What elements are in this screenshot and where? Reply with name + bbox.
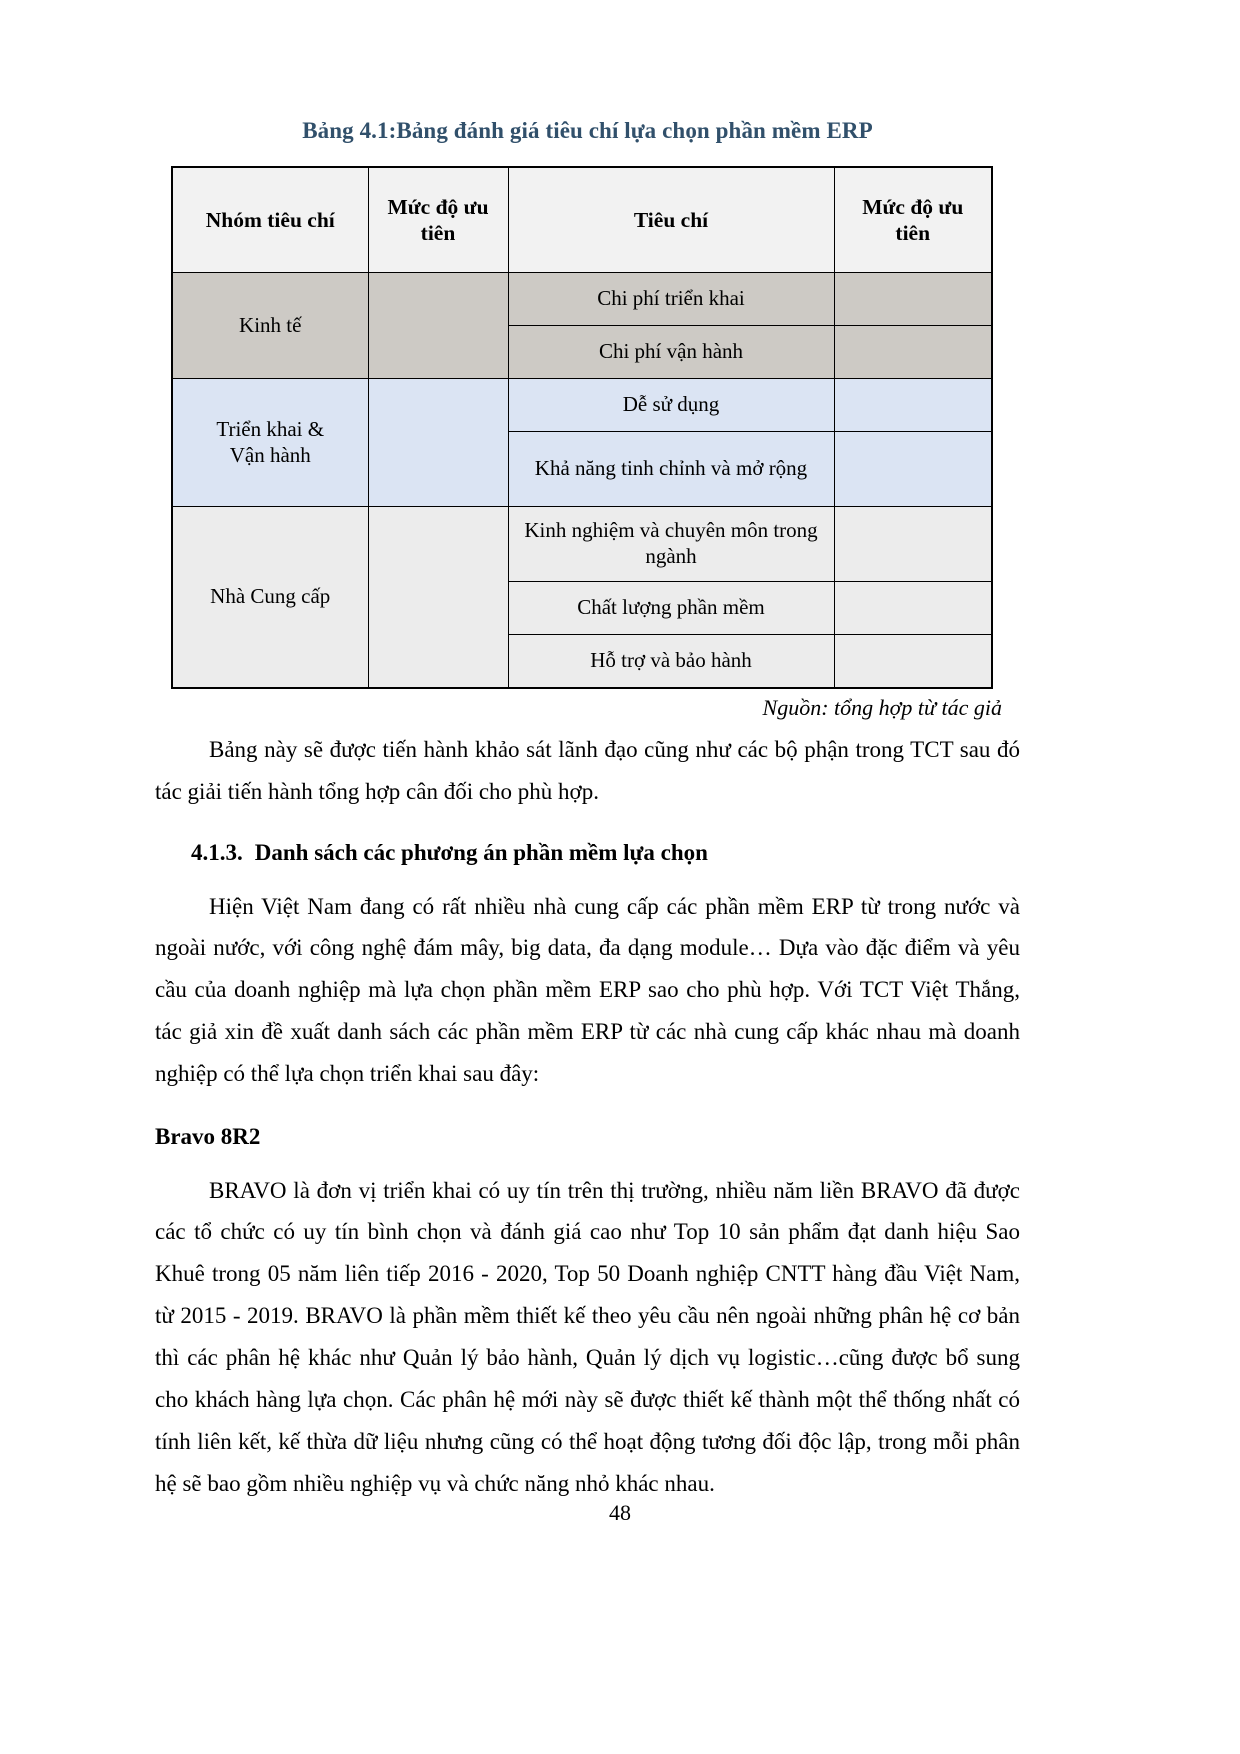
table-row bbox=[172, 273, 992, 326]
criterion-label: Chất lượng phần mềm bbox=[508, 582, 834, 635]
group-priority-supplier bbox=[368, 507, 508, 689]
group-name-line-1: Triển khai & bbox=[216, 416, 325, 441]
criterion-priority bbox=[834, 432, 992, 507]
header-criteria: Tiêu chí bbox=[508, 167, 834, 273]
section-title: Danh sách các phương án phần mềm lựa chọn bbox=[254, 839, 708, 865]
section-number: 4.1.3. bbox=[191, 839, 243, 865]
erp-criteria-table bbox=[171, 166, 993, 689]
criterion-label: Kinh nghiệm và chuyên môn trong ngành bbox=[508, 507, 834, 582]
criterion-label: Khả năng tinh chỉnh và mở rộng bbox=[508, 432, 834, 507]
criterion-label: Hỗ trợ và bảo hành bbox=[508, 635, 834, 689]
table-header-row bbox=[172, 167, 992, 273]
group-name-line-2: Vận hành bbox=[229, 442, 311, 467]
criterion-label: Dễ sử dụng bbox=[508, 379, 834, 432]
paragraph-bravo: BRAVO là đơn vị triển khai có uy tín trên thị trường, nhiều năm liền BRAVO đã được các tổ chức có uy tín bình chọn và đánh giá cao như Top 10 sản phẩm đạt danh hiệu Sao Khuê trong 05 năm liên tiếp 2016 - 2020, Top 50 Doanh nghiệp CNTT hàng đầu Việt Nam, từ 2015 - 2019. BRAVO là phần mềm thiết kế theo yêu cầu nên ngoài những phân hệ cơ bản thì các phân hệ khác như Quản lý bảo hành, Quản lý dịch vụ logistic…cũng được bổ sung cho khách hàng lựa chọn. Các phân hệ mới này sẽ được thiết kế thành một thể thống nhất có tính liên kết, kế thừa dữ liệu nhưng cũng có thể hoạt động tương đối độc lập, trong mỗi phân hệ sẽ bao gồm nhiều nghiệp vụ và chức năng nhỏ khác nhau. bbox=[155, 1177, 1020, 1496]
criterion-priority bbox=[834, 273, 992, 326]
paragraph-after-table: Bảng này sẽ được tiến hành khảo sát lãnh đạo cũng như các bộ phận trong TCT sau đó tác giải tiến hành tổng hợp cân đối cho phù hợp. bbox=[155, 737, 1020, 804]
page-number: 48 bbox=[609, 1500, 631, 1525]
section-heading-4-1-3 bbox=[155, 835, 1020, 872]
header-priority-group: Mức độ ưu tiên bbox=[368, 167, 508, 273]
header-criteria-group: Nhóm tiêu chí bbox=[172, 167, 368, 273]
sub-heading-bravo: Bravo 8R2 bbox=[155, 1123, 261, 1149]
group-name-deployment bbox=[172, 379, 368, 507]
table-source-note: Nguồn: tổng hợp từ tác giả bbox=[762, 695, 1002, 720]
criterion-priority bbox=[834, 635, 992, 689]
group-name-supplier: Nhà Cung cấp bbox=[172, 507, 368, 689]
table-caption: Bảng 4.1:Bảng đánh giá tiêu chí lựa chọn phần mềm ERP bbox=[302, 118, 873, 143]
criterion-priority bbox=[834, 582, 992, 635]
page-content bbox=[155, 118, 1020, 1504]
paragraph-intro: Hiện Việt Nam đang có rất nhiều nhà cung cấp các phần mềm ERP từ trong nước và ngoài nước, với công nghệ đám mây, big data, đa dạng module… Dựa vào đặc điểm và yêu cầu của doanh nghiệp mà lựa chọn phần mềm ERP sao cho phù hợp. Với TCT Việt Thắng, tác giả xin đề xuất danh sách các phần mềm ERP từ các nhà cung cấp khác nhau mà doanh nghiệp có thể lựa chọn triển khai sau đây: bbox=[155, 893, 1020, 1086]
criterion-label: Chi phí triển khai bbox=[508, 273, 834, 326]
group-priority-economy bbox=[368, 273, 508, 379]
criterion-label: Chi phí vận hành bbox=[508, 326, 834, 379]
criterion-priority bbox=[834, 507, 992, 582]
table-row bbox=[172, 507, 992, 582]
criterion-priority bbox=[834, 379, 992, 432]
table-row bbox=[172, 379, 992, 432]
header-priority-criteria: Mức độ ưu tiên bbox=[834, 167, 992, 273]
criterion-priority bbox=[834, 326, 992, 379]
group-priority-deployment bbox=[368, 379, 508, 507]
group-name-economy: Kinh tế bbox=[172, 273, 368, 379]
